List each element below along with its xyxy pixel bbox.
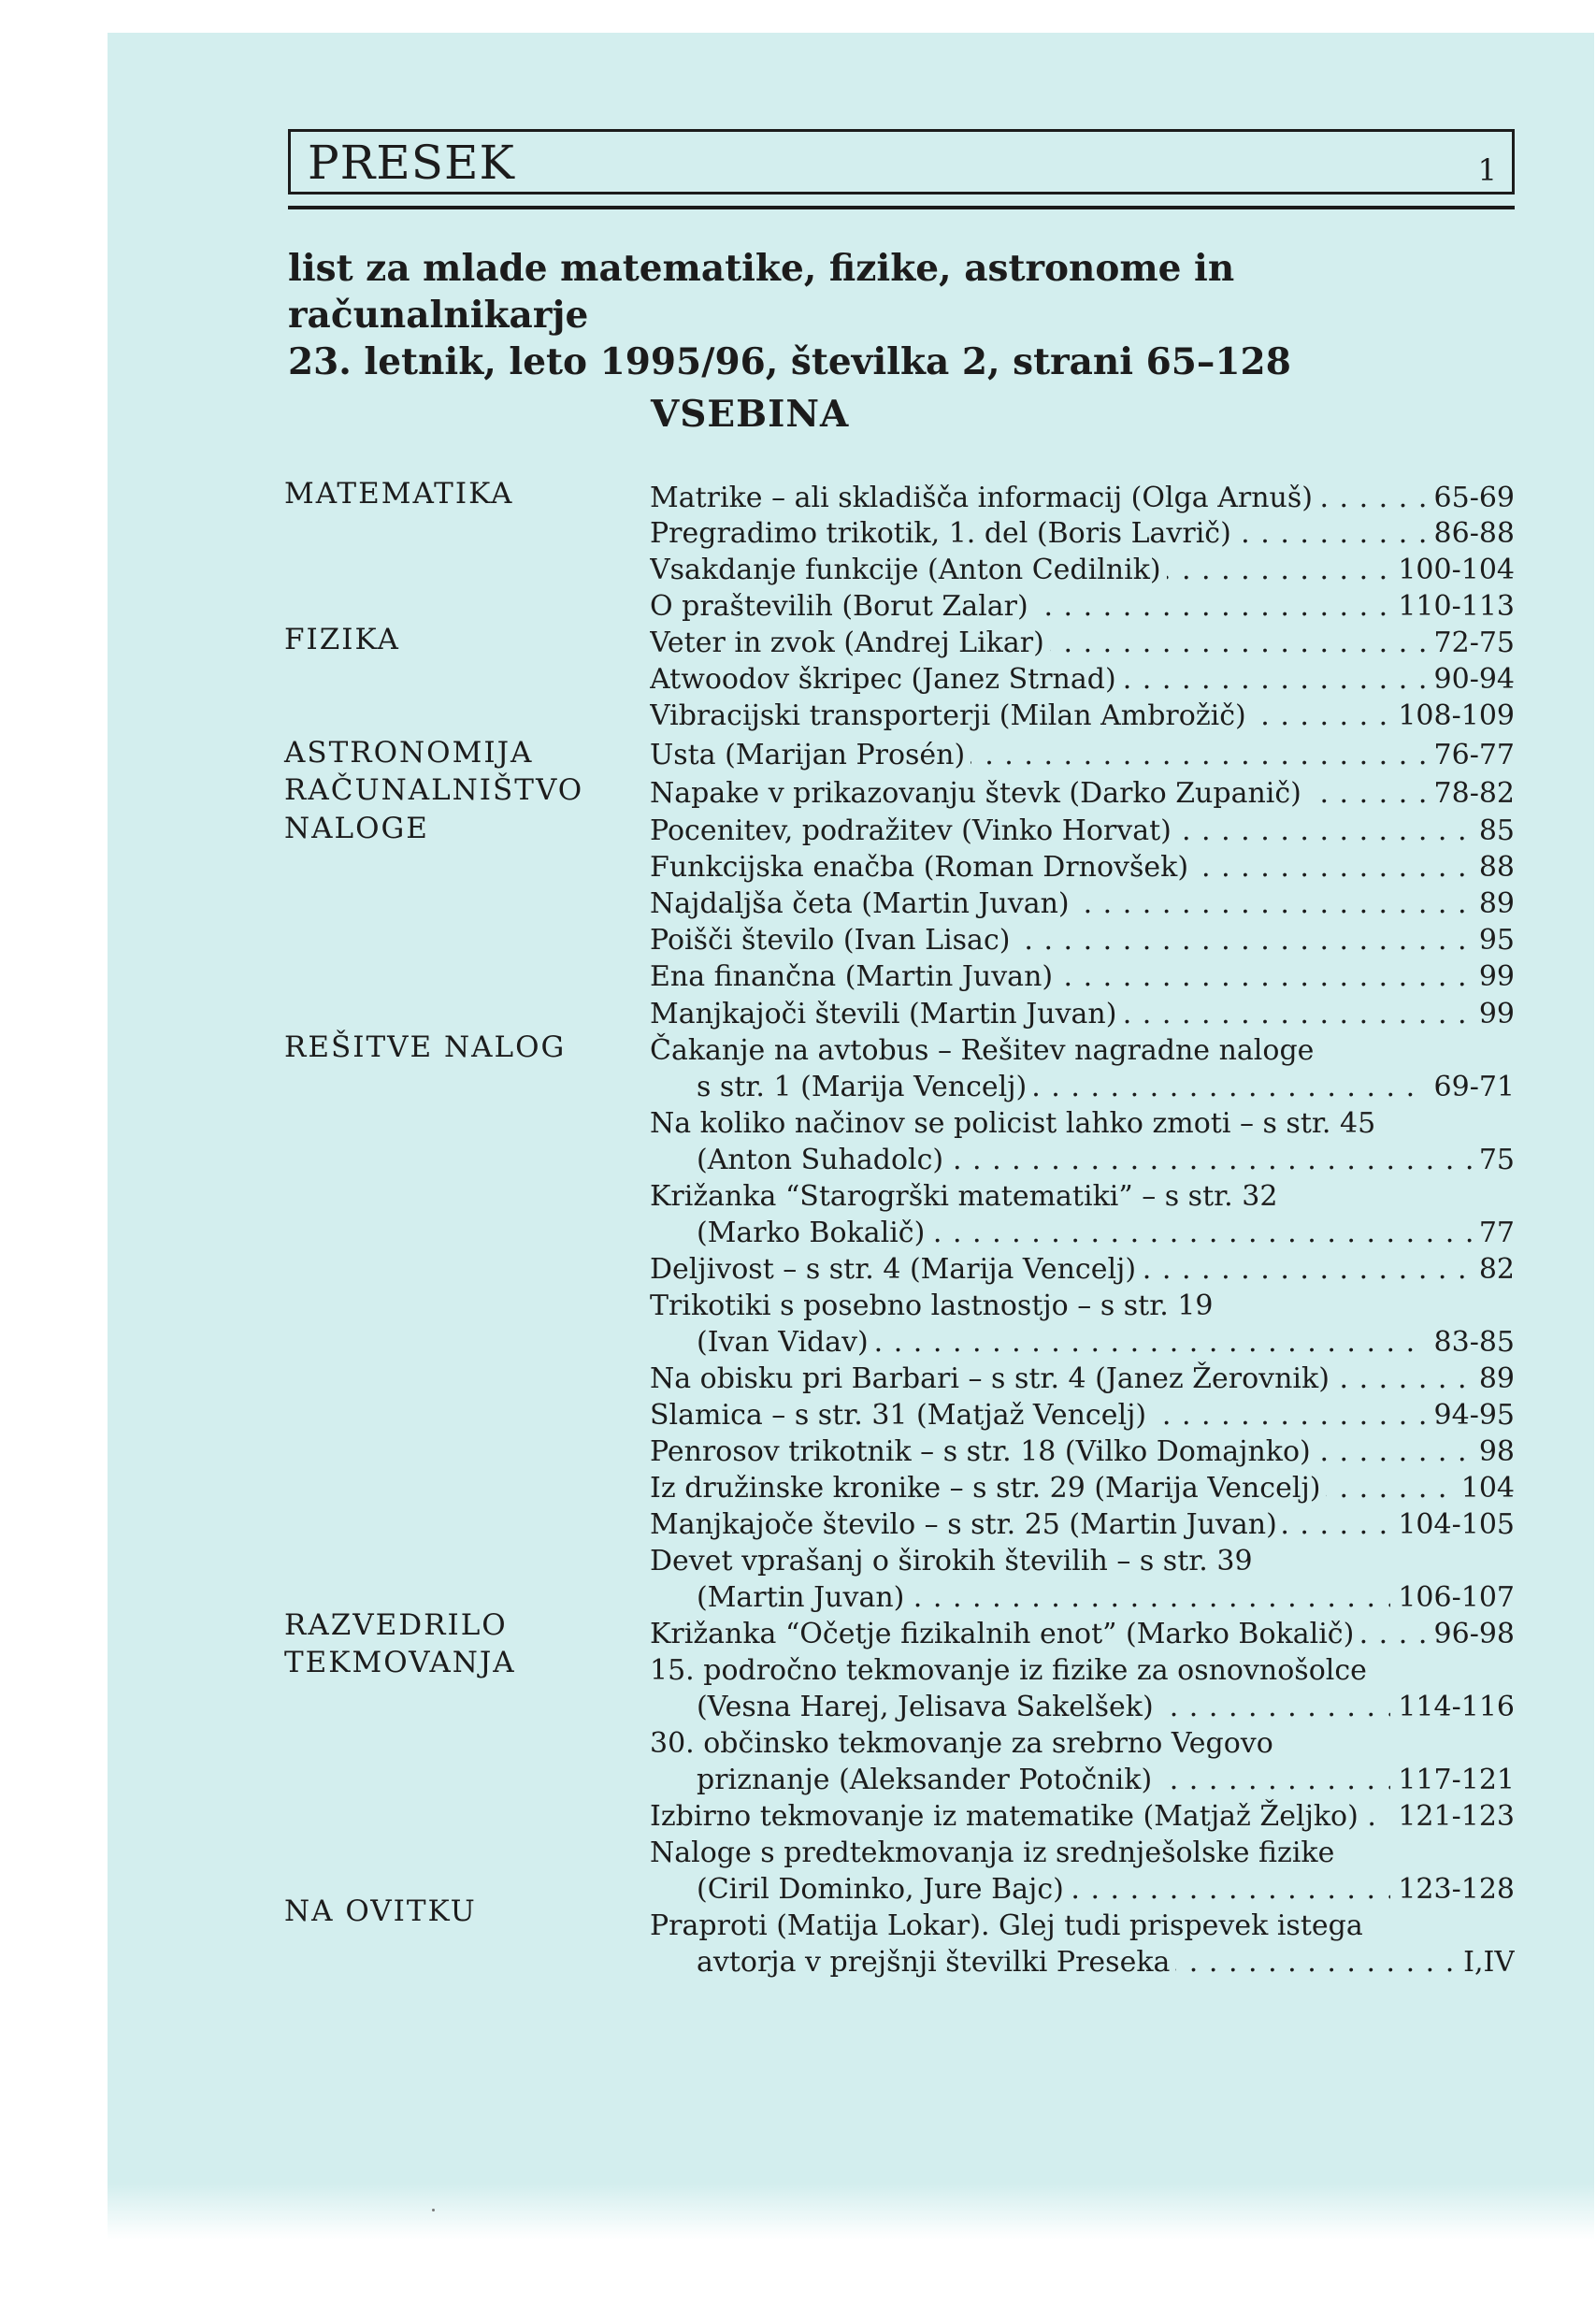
header-rule — [288, 206, 1515, 209]
toc-entry: Izbirno tekmovanje iz matematike (Matjaž Željko) . 121-123 — [650, 1798, 1515, 1836]
toc-entry: . . . Slamica – s str. 31 (Matjaž Vencelj) 94-95 — [650, 1397, 1515, 1434]
toc-entry: 15. področno tekmovanje iz fizike za osnovnošolce — [650, 1652, 1515, 1690]
subtitle — [288, 245, 1531, 385]
toc-entry: . . . (Anton Suhadolc) 75 — [697, 1142, 1515, 1179]
toc-entry: . . . Vibracijski transporterji (Milan Ambrožič) 108-109 — [650, 698, 1515, 735]
toc-entry: . . . Manjkajoče število – s str. 25 (Martin Juvan) 104-105 — [650, 1506, 1515, 1544]
toc-entry: . . . Vsakdanje funkcije (Anton Cedilnik) 100-104 — [650, 552, 1515, 589]
toc-entry: . . . Pregradimo trikotik, 1. del (Boris Lavrič) 86-88 — [650, 515, 1515, 553]
toc-entry: . . . Penrosov trikotnik – s str. 18 (Vilko Domajnko) 98 — [650, 1433, 1515, 1471]
toc-entry: Križanka “Starogrški matematiki” – s str. 32 — [650, 1178, 1515, 1216]
toc-entry: . . . Manjkajoči števili (Martin Juvan) 99 — [650, 996, 1515, 1033]
toc-entry: . . . Veter in zvok (Andrej Likar) 72-75 — [650, 625, 1515, 662]
toc-entry: . . . priznanje (Aleksander Potočnik) 117-121 — [697, 1762, 1515, 1799]
toc-entry: Čakanje na avtobus – Rešitev nagradne naloge — [650, 1032, 1515, 1070]
toc-entry: . . . (Vesna Harej, Jelisava Sakelšek) 114-116 — [697, 1689, 1515, 1726]
toc-entry: . . . (Ciril Dominko, Jure Bajc) 123-128 — [697, 1871, 1515, 1908]
section-heading: FIZIKA — [284, 623, 400, 656]
journal-title: PRESEK — [308, 136, 515, 190]
toc-entry: . . . O praštevilih (Borut Zalar) 110-113 — [650, 588, 1515, 626]
toc-entry: . . . Napake v prikazovanju števk (Darko Zupanič) 78-82 — [650, 775, 1515, 813]
toc-entry: Devet vprašanj o širokih številih – s str. 39 — [650, 1543, 1515, 1580]
page-background-fade — [108, 2183, 1594, 2240]
section-heading: REŠITVE NALOG — [284, 1030, 567, 1064]
toc-entry: . . . s str. 1 (Marija Vencelj) 69-71 — [697, 1069, 1515, 1106]
toc-entry: . . . (Ivan Vidav) 83-85 — [697, 1324, 1515, 1361]
toc-entry: . . . Križanka “Očetje fizikalnih enot” (Marko Bokalič) 96-98 — [650, 1616, 1515, 1653]
section-heading: RAČUNALNIŠTVO — [284, 773, 584, 807]
page-number: 1 — [1477, 152, 1497, 188]
header-box — [288, 129, 1515, 194]
toc-entry: . . . Usta (Marijan Prosén) 76-77 — [650, 737, 1515, 774]
toc-entry: . . . Pocenitev, podražitev (Vinko Horvat) 85 — [650, 813, 1515, 850]
toc-entry: . . . Funkcijska enačba (Roman Drnovšek) 88 — [650, 849, 1515, 886]
toc-entry: . . . Matrike – ali skladišča informacij (Olga Arnuš) 65-69 — [650, 480, 1515, 517]
section-heading: RAZVEDRILO — [284, 1608, 508, 1642]
toc-entry: . . . Na obisku pri Barbari – s str. 4 (Janez Žerovnik) 89 — [650, 1361, 1515, 1398]
scan-speck — [432, 2209, 435, 2211]
toc-entry: 30. občinsko tekmovanje za srebrno Vegovo — [650, 1725, 1515, 1763]
toc-entry: . . . Najdaljša četa (Martin Juvan) 89 — [650, 886, 1515, 923]
subtitle-line-2: 23. letnik, leto 1995/96, številka 2, strani 65–128 — [288, 340, 1291, 383]
toc-entry: . . . Deljivost – s str. 4 (Marija Vencelj) 82 — [650, 1251, 1515, 1289]
toc-entry: Praproti (Matija Lokar). Glej tudi prispevek istega — [650, 1908, 1515, 1945]
toc-entry: . . . Atwoodov škripec (Janez Strnad) 90-94 — [650, 661, 1515, 699]
toc-entry: Na koliko načinov se policist lahko zmoti – s str. 45 — [650, 1105, 1515, 1143]
section-heading: NALOGE — [284, 812, 429, 845]
toc-entry: Trikotiki s posebno lastnostjo – s str. 19 — [650, 1288, 1515, 1325]
section-heading: ASTRONOMIJA — [284, 736, 534, 770]
contents-title: VSEBINA — [651, 393, 850, 436]
section-heading: NA OVITKU — [284, 1894, 477, 1928]
section-heading: MATEMATIKA — [284, 477, 514, 511]
toc-entry: . . . (Marko Bokalič) 77 — [697, 1215, 1515, 1252]
section-heading: TEKMOVANJA — [284, 1646, 516, 1679]
toc-entry: . . . Iz družinske kronike – s str. 29 (Marija Vencelj) 104 — [650, 1470, 1515, 1507]
toc-entry: . . . Poišči število (Ivan Lisac) 95 — [650, 922, 1515, 959]
toc-entry: . . . (Martin Juvan) 106-107 — [697, 1579, 1515, 1617]
toc-entry: Naloge s predtekmovanja iz srednješolske fizike — [650, 1835, 1515, 1872]
subtitle-line-1: list za mlade matematike, fizike, astronome in računalnikarje — [288, 247, 1235, 337]
toc-entry: . . . avtorja v prejšnji številki Preseka I,IV — [697, 1944, 1515, 1981]
toc-entry: . . . Ena finančna (Martin Juvan) 99 — [650, 958, 1515, 996]
